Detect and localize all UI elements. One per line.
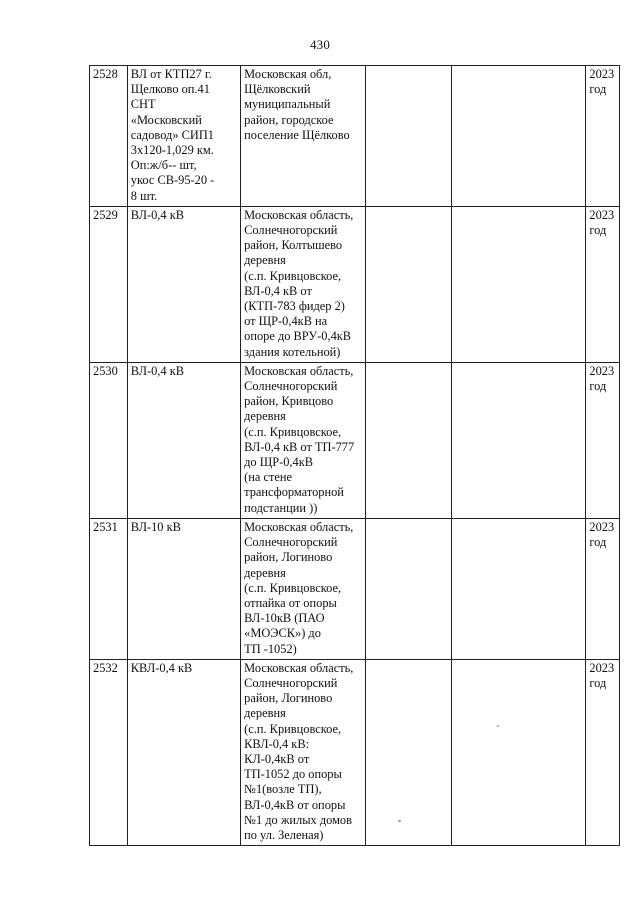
empty-cell (452, 518, 586, 659)
address-cell (241, 206, 366, 362)
year-value: 2023 год (589, 519, 615, 550)
object-name: ВЛ-0,4 кВ (130, 363, 184, 378)
empty-cell (452, 362, 586, 518)
address-cell (241, 66, 366, 207)
object-name-cell (127, 518, 240, 659)
object-name: КВЛ-0,4 кВ (130, 660, 193, 675)
object-name: ВЛ от КТП27 г. Щелково оп.41 СНТ «Московский садовод» СИП1 3х120-1,029 км. Оп:ж/б-- шт, укос СВ-95-20 - 8 шт. (130, 67, 215, 203)
object-address: Московская область, Солнечногорский район, Колтышево деревня (с.п. Кривцовское, ВЛ-0,4 кВ от (КТП-783 фидер 2) от ЩР-0,4кВ на опоре до ВРУ-0,4кВ здания котельной) (244, 207, 354, 359)
row-number-cell (90, 362, 128, 518)
object-address: Московская область, Солнечногорский район, Логиново деревня (с.п. Кривцовское, отпайка от опоры ВЛ-10кВ (ПАО «МОЭСК») до ТП -1052) (244, 519, 354, 656)
row-number: 2530 (93, 363, 118, 378)
object-name-cell (127, 206, 240, 362)
object-name-cell (127, 362, 240, 518)
row-number-cell (90, 206, 128, 362)
registry-table (89, 65, 620, 846)
object-address: Московская область, Солнечногорский район, Кривцово деревня (с.п. Кривцовское, ВЛ-0,4 кВ от ТП-777 до ЩР-0,4кВ (на стене трансформаторной подстанции )) (244, 363, 355, 515)
empty-cell (452, 659, 586, 845)
table-row (90, 518, 620, 659)
address-cell (241, 518, 366, 659)
object-address: Московская обл, Щёлковский муниципальный район, городское поселение Щёлково (244, 67, 350, 142)
year-value: 2023 год (589, 207, 615, 238)
empty-cell (452, 206, 586, 362)
year-cell (586, 362, 620, 518)
table-row (90, 206, 620, 362)
row-number: 2528 (93, 67, 118, 81)
scan-speck (398, 820, 401, 822)
row-number-cell (90, 66, 128, 207)
object-name: ВЛ-0,4 кВ (130, 207, 184, 222)
address-cell (241, 659, 366, 845)
address-cell (241, 362, 366, 518)
year-value: 2023 год (589, 363, 615, 394)
row-number-cell (90, 659, 128, 845)
year-cell (586, 206, 620, 362)
empty-cell (452, 66, 586, 207)
object-name-cell (127, 66, 240, 207)
table-row (90, 659, 620, 845)
year-value: 2023 год (589, 660, 615, 690)
year-cell (586, 518, 620, 659)
row-number: 2531 (93, 519, 118, 534)
year-value: 2023 год (589, 67, 615, 97)
scan-speck (497, 725, 499, 727)
empty-cell (366, 362, 452, 518)
row-number: 2529 (93, 207, 118, 222)
object-address: Московская область, Солнечногорский район, Логиново деревня (с.п. Кривцовское, КВЛ-0,4 кВ: КЛ-0,4кВ от ТП-1052 до опоры №1(возле ТП), ВЛ-0,4кВ от опоры №1 до жилых домов по ул. Зеленая) (244, 660, 354, 842)
empty-cell (366, 206, 452, 362)
page-number: 430 (309, 37, 331, 52)
table-row (90, 66, 620, 207)
empty-cell (366, 66, 452, 207)
row-number-cell (90, 518, 128, 659)
table-row (90, 362, 620, 518)
object-name-cell (127, 659, 240, 845)
year-cell (586, 66, 620, 207)
year-cell (586, 659, 620, 845)
empty-cell (366, 659, 452, 845)
empty-cell (366, 518, 452, 659)
object-name: ВЛ-10 кВ (130, 519, 181, 534)
row-number: 2532 (93, 660, 118, 675)
